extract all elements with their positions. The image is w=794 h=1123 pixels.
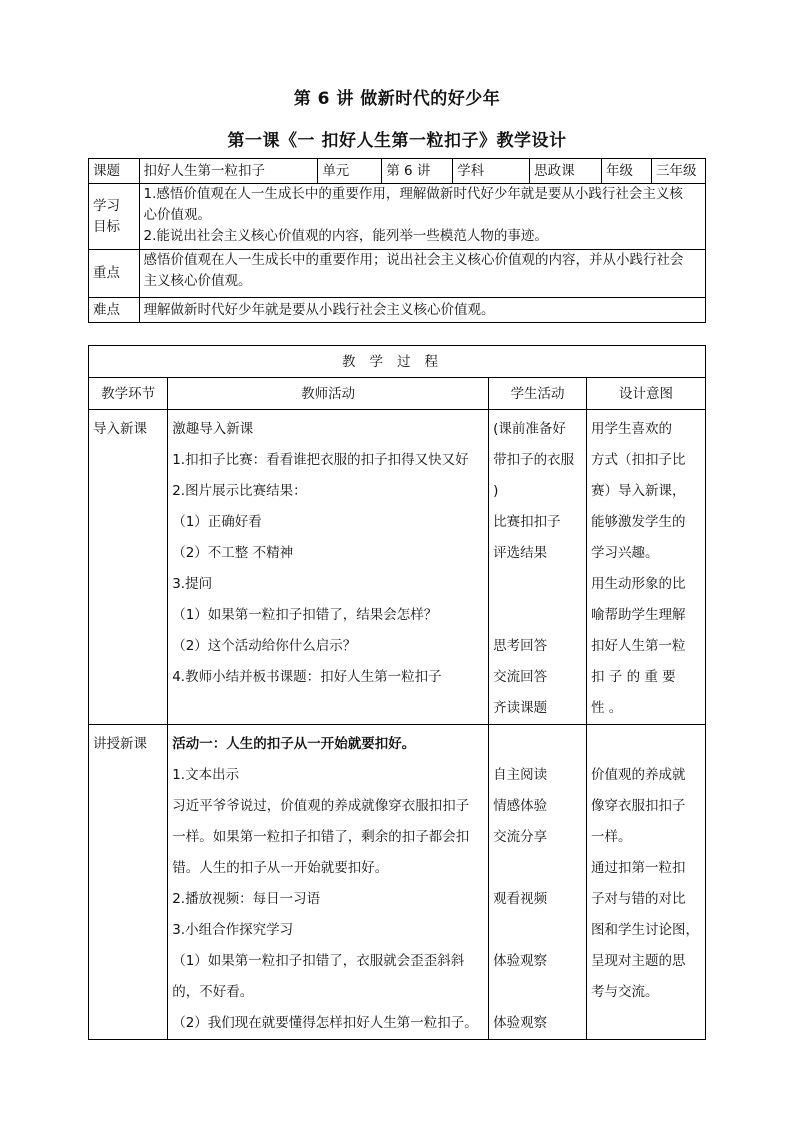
unit-label: 单元	[318, 159, 382, 184]
objectives-row	[89, 184, 706, 250]
info-table	[88, 158, 706, 323]
section-teach-row	[89, 725, 706, 1040]
header-stage: 教学环节	[89, 378, 168, 410]
section-intro-row	[89, 410, 706, 725]
objectives-label: 学习 目标	[89, 184, 140, 250]
process-table	[88, 345, 706, 1040]
key-label: 重点	[89, 250, 140, 298]
student-teach: 自主阅读 情感体验 交流分享 观看视频 体验观察 体验观察	[489, 725, 587, 1040]
grade-label: 年级	[602, 159, 652, 184]
difficulty-text: 理解做新时代好少年就是要从小践行社会主义核心价值观。	[139, 298, 705, 323]
header-student: 学生活动	[489, 378, 587, 410]
process-banner-row	[89, 346, 706, 378]
subject-label: 学科	[453, 159, 530, 184]
student-intro: (课前准备好 带扣子的衣服 ) 比赛扣扣子 评选结果 思考回答 交流回答 齐读课题	[489, 410, 587, 725]
topic-value: 扣好人生第一粒扣子	[139, 159, 318, 184]
teacher-intro: 激趣导入新课 1.扣扣子比赛：看看谁把衣服的扣子扣得又快又好 2.图片展示比赛结果： （1）正确好看 （2）不工整 不精神 3.提问 （1）如果第一粒扣子扣错了，结果会怎样？ （2）这个活动给你什么启示？ 4.教师小结并板书课题：扣好人生第一粒扣子	[168, 410, 489, 725]
topic-label: 课题	[89, 159, 140, 184]
header-intent: 设计意图	[587, 378, 706, 410]
difficulty-label: 难点	[89, 298, 140, 323]
unit-value: 第 6 讲	[382, 159, 453, 184]
process-banner: 教学过程	[89, 346, 706, 378]
grade-value: 三年级	[651, 159, 705, 184]
teacher-teach: 活动一：人生的扣子从一开始就要扣好。 1.文本出示 习近平爷爷说过，价值观的养成就像穿衣服扣扣子 一样。如果第一粒扣子扣错了，剩余的扣子都会扣 错。人生的扣子从一开始就要扣好。 2.播放视频：每日一习语 3.小组合作探究学习 （1）如果第一粒扣子扣错了，衣服就会歪歪斜斜 的，不好看。 （2）我们现在就要懂得怎样扣好人生第一粒扣子。	[168, 725, 489, 1040]
page-title: 第 6 讲 做新时代的好少年	[293, 89, 501, 109]
subject-value: 思政课	[530, 159, 602, 184]
intent-teach: 价值观的养成就 像穿衣服扣扣子 一样。 通过扣第一粒扣 子对与错的对比 图和学生讨论图， 呈现对主题的思 考与交流。	[587, 725, 706, 1040]
header-teacher: 教师活动	[168, 378, 489, 410]
key-row	[89, 250, 706, 298]
key-text: 感悟价值观在人一生成长中的重要作用；说出社会主义核心价值观的内容，并从小践行社会 主义核心价值观。	[139, 250, 705, 298]
stage-intro: 导入新课	[89, 410, 168, 725]
intent-intro: 用学生喜欢的 方式（扣扣子比 赛）导入新课， 能够激发学生的 学习兴趣。 用生动形象的比 喻帮助学生理解 扣好人生第一粒 扣 子 的 重 要 性 。	[587, 410, 706, 725]
page-subtitle: 第一课《一 扣好人生第一粒扣子》教学设计	[227, 131, 567, 151]
stage-teach: 讲授新课	[89, 725, 168, 1040]
objectives-text: 1.感悟价值观在人一生成长中的重要作用，理解做新时代好少年就是要从小践行社会主义核 心价值观。 2.能说出社会主义核心价值观的内容，能列举一些模范人物的事迹。	[139, 184, 705, 250]
difficulty-row	[89, 298, 706, 323]
info-header-row	[89, 159, 706, 184]
process-header-row	[89, 378, 706, 410]
